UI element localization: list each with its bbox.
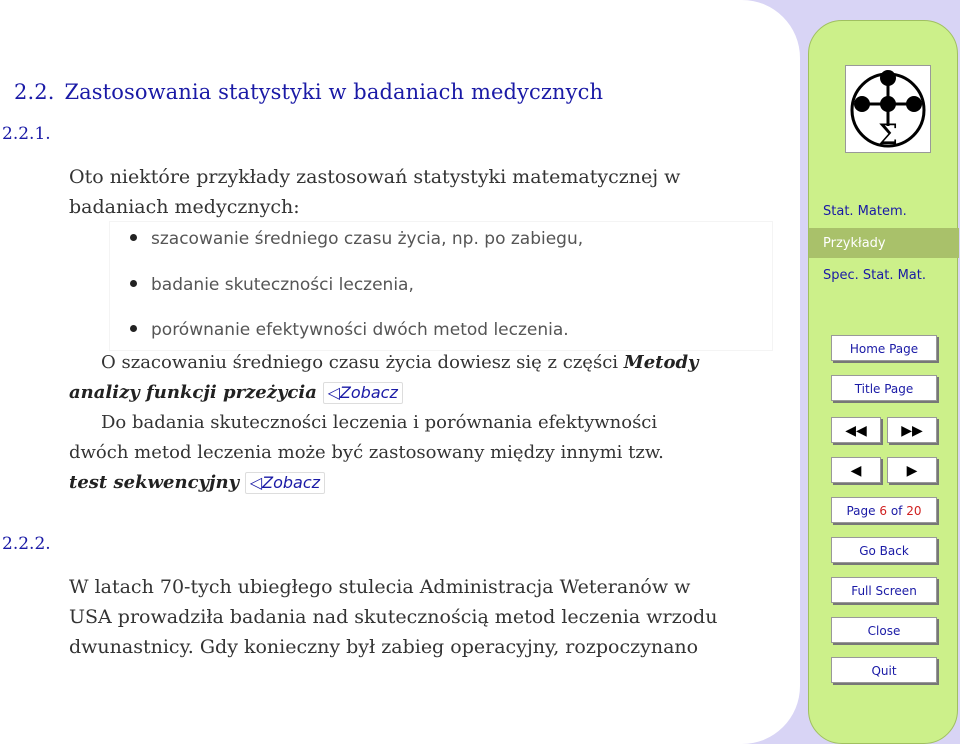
full-screen-button[interactable]: Full Screen <box>831 577 937 603</box>
emphasis-text: test sekwencyjny <box>69 472 240 493</box>
list-item <box>130 229 583 249</box>
paragraph-line: W latach 70-tych ubiegłego stulecia Administracja Weteranów w <box>69 576 691 598</box>
bullet-icon <box>130 280 137 287</box>
paragraph-line: USA prowadziła badania nad skutecznością metod leczenia wrzodu <box>69 606 718 628</box>
page-of: of <box>890 504 903 518</box>
paragraph-line: dwunastnicy. Gdy konieczny był zabieg operacyjny, rozpoczynano <box>69 636 699 658</box>
zobacz-link[interactable]: ◁Zobacz <box>323 382 403 404</box>
section-heading <box>14 80 603 104</box>
go-back-button[interactable]: Go Back <box>831 537 937 563</box>
emphasis-text: Metody <box>623 352 699 373</box>
section-number: 2.2. <box>14 80 55 104</box>
page-current: 6 <box>879 504 887 518</box>
sidebar-item-przyklady[interactable]: Przykłady <box>823 236 886 251</box>
navigation-sidebar <box>808 20 958 744</box>
previous-page-button[interactable]: ◀ <box>831 457 881 483</box>
zobacz-link[interactable]: ◁Zobacz <box>245 472 325 494</box>
last-page-button[interactable]: ▶▶ <box>887 417 937 443</box>
sidebar-item-stat-matem[interactable]: Stat. Matem. <box>823 204 907 219</box>
veterans-paragraph <box>69 572 717 662</box>
sidebar-item-spec-stat-mat[interactable]: Spec. Stat. Mat. <box>823 268 927 283</box>
svg-text:Σ: Σ <box>878 118 898 151</box>
page-total: 20 <box>906 504 922 518</box>
list-item <box>130 275 414 295</box>
intro-line: Oto niektóre przykłady zastosowań statystyki matematycznej w <box>69 166 681 188</box>
page-label: Page <box>846 504 876 518</box>
title-page-button[interactable]: Title Page <box>831 375 937 401</box>
close-button[interactable]: Close <box>831 617 937 643</box>
paragraph-line: dwóch metod leczenia może być zastosowany między innymi tzw. <box>69 442 664 463</box>
intro-line: badaniach medycznych: <box>69 196 300 218</box>
page-indicator <box>831 497 937 523</box>
first-page-button[interactable]: ◀◀ <box>831 417 881 443</box>
intro-paragraph <box>69 162 680 222</box>
list-item-text: porównanie efektywności dwóch metod leczenia. <box>151 320 569 340</box>
subsection-number: 2.2.2. <box>2 534 51 554</box>
subsection-number: 2.2.1. <box>2 124 51 144</box>
bullet-icon <box>130 325 137 332</box>
survival-paragraph <box>69 348 699 408</box>
home-page-button[interactable]: Home Page <box>831 335 937 361</box>
section-title: Zastosowania statystyki w badaniach medycznych <box>64 80 604 104</box>
quit-button[interactable]: Quit <box>831 657 937 683</box>
paragraph-line: Do badania skuteczności leczenia i porównania efektywności <box>101 412 658 433</box>
list-item <box>130 320 569 340</box>
list-item-text: szacowanie średniego czasu życia, np. po zabiegu, <box>151 229 584 249</box>
paragraph-text: O szacowaniu średniego czasu życia dowiesz się z części <box>101 352 619 373</box>
emphasis-text: analizy funkcji przeżycia <box>69 382 317 403</box>
sequential-test-paragraph <box>69 408 664 498</box>
sigma-tree-logo-icon <box>845 65 931 153</box>
list-item-text: badanie skuteczności leczenia, <box>151 275 414 295</box>
bullet-icon <box>130 234 137 241</box>
next-page-button[interactable]: ▶ <box>887 457 937 483</box>
